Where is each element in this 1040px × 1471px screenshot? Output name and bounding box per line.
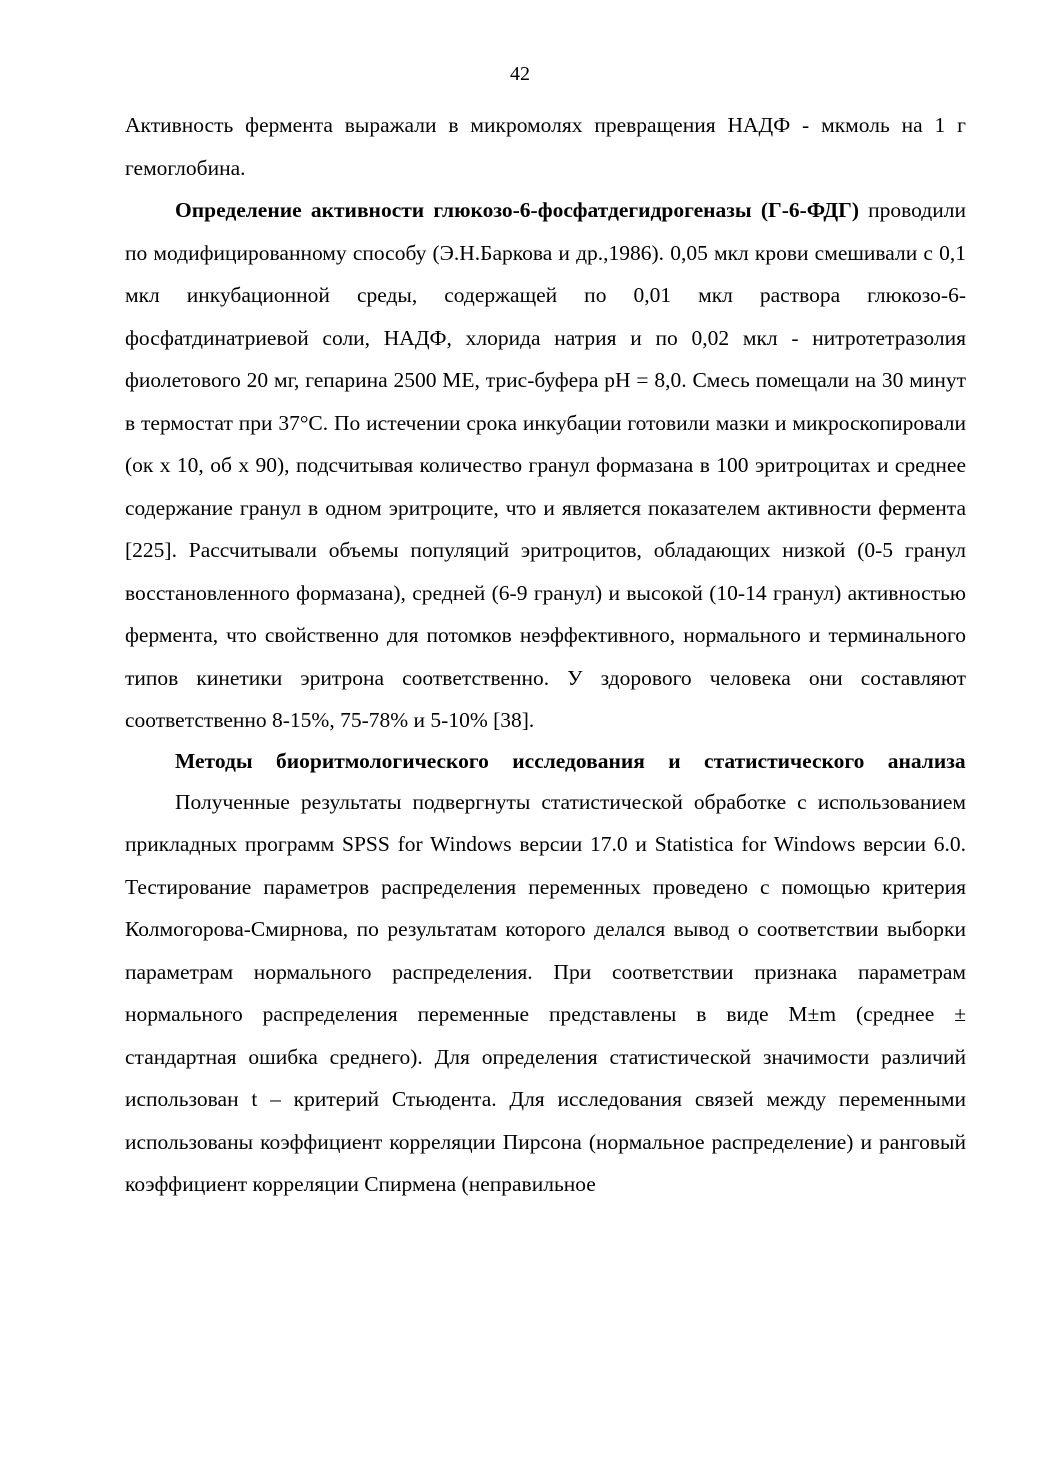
g6pd-method-text: проводили по модифицированному способу (Э.Н.Баркова и др.,1986). 0,05 мкл крови смешивали с 0,1 мкл инкубационной среды, содержащей по 0,01 мкл раствора глюкозо-6-фосфатдинатриевой соли, НАДФ, хлорида натрия и по 0,02 мкл - нитротетразолия фиолетового 20 мг, гепарина 2500 МЕ, трис-буфера рН = 8,0. Смесь помещали на 30 минут в термостат при 37°С. По истечении срока инкубации готовили мазки и микроскопировали (ок х 10, об х 90), подсчитывая количество гранул формазана в 100 эритроцитах и среднее содержание гранул в одном эритроците, что и является показателем активности фермента [225]. Рассчитывали объемы популяций эритроцитов, обладающих низкой (0-5 гранул восстановленного формазана), средней (6-9 гранул) и высокой (10-14 гранул) активностью фермента, что свойственно для потомков неэффективного, нормального и терминального типов кинетики эритрона соответственно. У здорового человека они составляют соответственно 8-15%, 75-78% и 5-10% [38]. — [125, 198, 966, 732]
g6pd-method-title: Определение активности глюкозо-6-фосфатдегидрогеназы (Г-6-ФДГ) — [175, 198, 859, 222]
section-heading-statistics: Методы биоритмологического исследования и статистического анализа — [175, 748, 966, 773]
paragraph-statistical-processing: Полученные результаты подвергнуты статистической обработке с использованием прикладных программ SPSS for Windows версии 17.0 и Statistica for Windows версии 6.0. Тестирование параметров распределения переменных проведено с помощью критерия Колмогорова-Смирнова, по результатам которого делался вывод о соответствии выборки параметрам нормального распределения. При соответствии признака параметрам нормального распределения переменные представлены в виде M±m (среднее ± стандартная ошибка среднего). Для определения статистической значимости различий использован t – критерий Стьюдента. Для исследования связей между переменными использованы коэффициент корреляции Пирсона (нормальное распределение) и ранговый коэффициент корреляции Спирмена (неправильное — [125, 789, 966, 1196]
page-number: 42 — [510, 63, 530, 85]
paragraph-g6pd-method — [125, 189, 966, 742]
document-body — [125, 104, 966, 1206]
paragraph-enzyme-activity-units: Активность фермента выражали в микромолях превращения НАДФ - мкмоль на 1 г гемоглобина. — [125, 113, 966, 180]
